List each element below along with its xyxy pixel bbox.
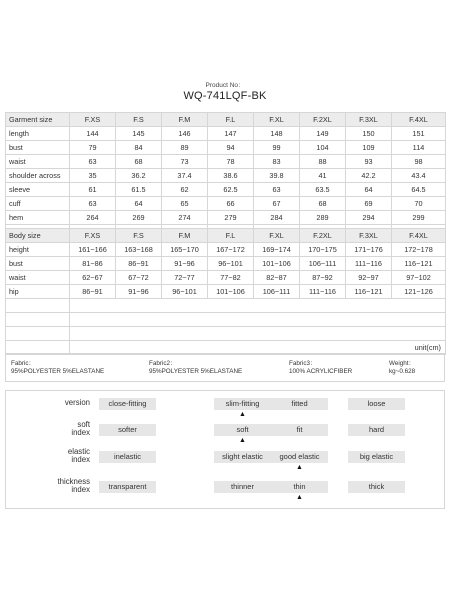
- size-header-cell: F.XL: [254, 229, 300, 243]
- measure-label: bust: [6, 257, 70, 271]
- measure-value: 294: [346, 211, 392, 225]
- measure-value: 70: [392, 197, 446, 211]
- index-option: good elastic: [271, 451, 328, 463]
- measure-label: hip: [6, 285, 70, 299]
- table-row: [6, 243, 446, 257]
- index-option: thin: [271, 481, 328, 493]
- size-header-cell: F.4XL: [392, 229, 446, 243]
- measure-value: 67~72: [116, 271, 162, 285]
- measure-value: 274: [162, 211, 208, 225]
- measure-value: 151: [392, 127, 446, 141]
- selected-marker-icon: ▲: [239, 437, 246, 444]
- index-option: thinner: [214, 481, 271, 493]
- measure-label: waist: [6, 271, 70, 285]
- product-number-label: Product No：: [205, 82, 245, 89]
- measure-value: 146: [162, 127, 208, 141]
- index-option: inelastic: [99, 451, 156, 463]
- empty-cell: [6, 313, 70, 327]
- measure-value: 170~175: [300, 243, 346, 257]
- fabric-1: [11, 360, 104, 376]
- measure-value: 149: [300, 127, 346, 141]
- measure-value: 121~126: [392, 285, 446, 299]
- size-header-cell: F.L: [208, 113, 254, 127]
- index-option: big elastic: [348, 451, 405, 463]
- body-header-label: Body size: [6, 229, 70, 243]
- table-row: [6, 141, 446, 155]
- measure-value: 163~168: [116, 243, 162, 257]
- measure-value: 73: [162, 155, 208, 169]
- measure-value: 264: [70, 211, 116, 225]
- measure-label: height: [6, 243, 70, 257]
- empty-row: [6, 327, 446, 341]
- measure-value: 299: [392, 211, 446, 225]
- measure-value: 61.5: [116, 183, 162, 197]
- size-header-cell: F.XS: [70, 113, 116, 127]
- measure-value: 269: [116, 211, 162, 225]
- index-label-line: version: [64, 398, 90, 407]
- measure-value: 72~77: [162, 271, 208, 285]
- measure-value: 172~178: [392, 243, 446, 257]
- measure-value: 116~121: [346, 285, 392, 299]
- measure-value: 37.4: [162, 169, 208, 183]
- empty-merged-cell: [70, 313, 446, 327]
- size-header-cell: F.4XL: [392, 113, 446, 127]
- measure-value: 169~174: [254, 243, 300, 257]
- measure-value: 68: [116, 155, 162, 169]
- table-row: [6, 197, 446, 211]
- table-row: [6, 169, 446, 183]
- index-option: slim-fitting: [214, 398, 271, 410]
- measure-value: 150: [346, 127, 392, 141]
- measure-value: 111~116: [346, 257, 392, 271]
- index-option: loose: [348, 398, 405, 410]
- index-label-line: soft: [77, 420, 90, 429]
- measure-value: 63: [70, 197, 116, 211]
- measure-value: 148: [254, 127, 300, 141]
- selected-marker-icon: ▲: [296, 464, 303, 471]
- size-header-cell: F.M: [162, 229, 208, 243]
- fabric-3: [289, 360, 352, 376]
- body-size-table: [5, 228, 446, 355]
- measure-value: 147: [208, 127, 254, 141]
- fabric-3-value: 100% ACRYLICFIBER: [289, 368, 353, 375]
- measure-value: 94: [208, 141, 254, 155]
- measure-value: 77~82: [208, 271, 254, 285]
- measure-value: 289: [300, 211, 346, 225]
- index-option: fitted: [271, 398, 328, 410]
- index-label-line: index: [71, 455, 90, 464]
- size-header-cell: F.S: [116, 113, 162, 127]
- measure-value: 36.2: [116, 169, 162, 183]
- measure-value: 86~91: [116, 257, 162, 271]
- index-option: slight elastic: [214, 451, 271, 463]
- measure-value: 65: [162, 197, 208, 211]
- size-header-cell: F.XL: [254, 113, 300, 127]
- measure-value: 79: [70, 141, 116, 155]
- measure-label: waist: [6, 155, 70, 169]
- measure-value: 161~166: [70, 243, 116, 257]
- measure-value: 66: [208, 197, 254, 211]
- empty-cell: [6, 327, 70, 341]
- fabric-1-value: 95%POLYESTER 5%ELASTANE: [11, 368, 105, 375]
- measure-value: 284: [254, 211, 300, 225]
- index-option: hard: [348, 424, 405, 436]
- measure-value: 64.5: [392, 183, 446, 197]
- measure-label: bust: [6, 141, 70, 155]
- weight-value: kg~0.628: [389, 368, 416, 375]
- table-row: [6, 285, 446, 299]
- index-option: close-fitting: [99, 398, 156, 410]
- measure-value: 82~87: [254, 271, 300, 285]
- size-header-cell: F.2XL: [300, 113, 346, 127]
- index-option: thick: [348, 481, 405, 493]
- measure-value: 61: [70, 183, 116, 197]
- measure-value: 63.5: [300, 183, 346, 197]
- index-option: transparent: [99, 481, 156, 493]
- measure-value: 101~106: [254, 257, 300, 271]
- size-header-cell: F.3XL: [346, 113, 392, 127]
- index-row: [6, 422, 444, 450]
- size-header-cell: F.M: [162, 113, 208, 127]
- measure-value: 91~96: [116, 285, 162, 299]
- measure-value: 93: [346, 155, 392, 169]
- empty-merged-cell: [70, 299, 446, 313]
- measure-value: 78: [208, 155, 254, 169]
- measure-label: hem: [6, 211, 70, 225]
- index-label: [6, 448, 90, 464]
- index-row: [6, 449, 444, 477]
- measure-value: 69: [346, 197, 392, 211]
- measure-value: 84: [116, 141, 162, 155]
- measure-label: cuff: [6, 197, 70, 211]
- table-row: [6, 155, 446, 169]
- measure-value: 145: [116, 127, 162, 141]
- index-option: softer: [99, 424, 156, 436]
- selected-marker-icon: ▲: [239, 411, 246, 418]
- garment-size-table: [5, 112, 446, 239]
- measure-label: shoulder across: [6, 169, 70, 183]
- measure-value: 279: [208, 211, 254, 225]
- size-header-cell: F.S: [116, 229, 162, 243]
- index-label-line: index: [71, 428, 90, 437]
- measure-value: 116~121: [392, 257, 446, 271]
- measure-value: 99: [254, 141, 300, 155]
- empty-merged-cell: [70, 327, 446, 341]
- measure-value: 81~86: [70, 257, 116, 271]
- measure-value: 89: [162, 141, 208, 155]
- fabric-1-label: Fabric：: [11, 360, 35, 367]
- empty-row: [6, 299, 446, 313]
- measure-value: 167~172: [208, 243, 254, 257]
- table-row: [6, 271, 446, 285]
- empty-cell: [6, 299, 70, 313]
- index-row: [6, 396, 444, 424]
- fabric-info-box: [5, 353, 445, 382]
- measure-value: 63: [70, 155, 116, 169]
- size-header-cell: F.2XL: [300, 229, 346, 243]
- index-label-line: elastic: [67, 447, 90, 456]
- measure-value: 97~102: [392, 271, 446, 285]
- empty-row: [6, 313, 446, 327]
- product-header: [0, 82, 450, 103]
- measure-value: 106~111: [254, 285, 300, 299]
- garment-header-label: Garment size: [6, 113, 70, 127]
- measure-value: 114: [392, 141, 446, 155]
- measure-value: 42.2: [346, 169, 392, 183]
- measure-value: 64: [116, 197, 162, 211]
- measure-value: 86~91: [70, 285, 116, 299]
- measure-value: 88: [300, 155, 346, 169]
- measure-value: 35: [70, 169, 116, 183]
- table-row: [6, 211, 446, 225]
- measure-value: 96~101: [162, 285, 208, 299]
- measure-label: sleeve: [6, 183, 70, 197]
- measure-value: 67: [254, 197, 300, 211]
- measure-value: 98: [392, 155, 446, 169]
- measure-value: 83: [254, 155, 300, 169]
- measure-value: 109: [346, 141, 392, 155]
- index-label-line: index: [71, 485, 90, 494]
- index-label: [6, 478, 90, 494]
- measure-value: 171~176: [346, 243, 392, 257]
- measure-value: 43.4: [392, 169, 446, 183]
- selected-marker-icon: ▲: [296, 494, 303, 501]
- measure-value: 106~111: [300, 257, 346, 271]
- table-row: [6, 183, 446, 197]
- size-header-cell: F.3XL: [346, 229, 392, 243]
- measure-value: 165~170: [162, 243, 208, 257]
- fabric-2-label: Fabric2：: [149, 360, 177, 367]
- measure-value: 38.6: [208, 169, 254, 183]
- fit-index-panel: [5, 390, 445, 509]
- fabric-2-value: 95%POLYESTER 5%ELASTANE: [149, 368, 243, 375]
- size-header-cell: F.XS: [70, 229, 116, 243]
- fabric-2: [149, 360, 242, 376]
- weight-label: Weight：: [389, 360, 415, 367]
- measure-value: 62~67: [70, 271, 116, 285]
- product-code: WQ-741LQF-BK: [183, 90, 267, 102]
- index-label-line: thickness: [57, 477, 90, 486]
- measure-value: 91~96: [162, 257, 208, 271]
- index-option: fit: [271, 424, 328, 436]
- measure-value: 101~106: [208, 285, 254, 299]
- measure-value: 92~97: [346, 271, 392, 285]
- body-header-row: [6, 229, 446, 243]
- measure-value: 39.8: [254, 169, 300, 183]
- index-label: [6, 399, 90, 407]
- measure-value: 87~92: [300, 271, 346, 285]
- measure-value: 62.5: [208, 183, 254, 197]
- garment-header-row: [6, 113, 446, 127]
- table-row: [6, 257, 446, 271]
- size-header-cell: F.L: [208, 229, 254, 243]
- measure-label: length: [6, 127, 70, 141]
- measure-value: 62: [162, 183, 208, 197]
- measure-value: 96~101: [208, 257, 254, 271]
- measure-value: 63: [254, 183, 300, 197]
- weight: [389, 360, 415, 376]
- measure-value: 41: [300, 169, 346, 183]
- index-label: [6, 421, 90, 437]
- fabric-3-label: Fabric3：: [289, 360, 317, 367]
- table-row: [6, 127, 446, 141]
- index-option: soft: [214, 424, 271, 436]
- measure-value: 68: [300, 197, 346, 211]
- measure-value: 111~116: [300, 285, 346, 299]
- measure-value: 64: [346, 183, 392, 197]
- index-row: [6, 479, 444, 507]
- unit-label: unit(cm): [70, 341, 446, 355]
- measure-value: 144: [70, 127, 116, 141]
- measure-value: 104: [300, 141, 346, 155]
